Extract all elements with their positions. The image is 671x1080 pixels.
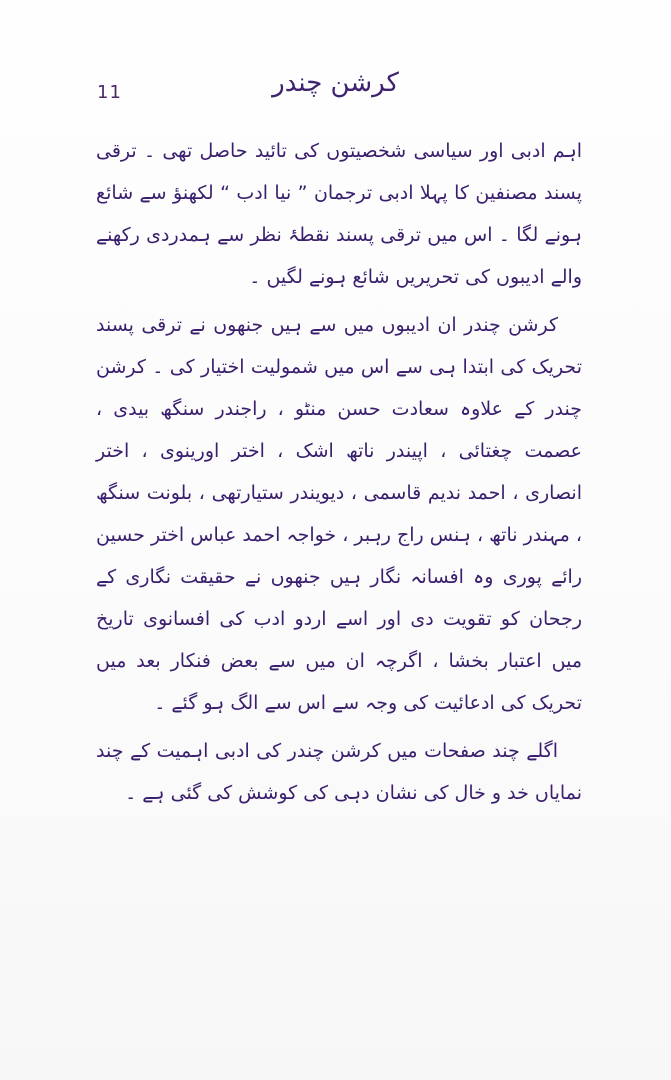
paragraph-3: اگلے چند صفحات میں کرشن چندر کی ادبی اہمیت کے چند نمایاں خد و خال کی نشان دہی کی کوشش کی گئی ہے ۔ (96, 740, 582, 804)
page-number: 11 (97, 82, 122, 103)
body-text (96, 130, 582, 820)
paragraph-1: اہم ادبی اور سیاسی شخصیتوں کی تائید حاصل تھی ۔ ترقی پسند مصنفین کا پہلا ادبی ترجمان ” نیا ادب “ لکھنؤ سے شائع ہونے لگا ۔ اس میں ترقی پسند نقطۂ نظر سے ہمدردی رکھنے والے ادیبوں کی تحریریں شائع ہونے لگیں ۔ (96, 140, 582, 288)
paragraph-2: کرشن چندر ان ادیبوں میں سے ہیں جنھوں نے ترقی پسند تحریک کی ابتدا ہی سے اس میں شمولیت اختیار کی ۔ کرشن چندر کے علاوہ سعادت حسن منٹو ، راجندر سنگھ بیدی ، عصمت چغتائی ، اپیندر ناتھ اشک ، اختر اورینوی ، اختر انصاری ، احمد ندیم قاسمی ، دیویندر ستیارتھی ، بلونت سنگھ ، مہندر ناتھ ، ہنس راج رہبر ، خواجہ احمد عباس اختر حسین رائے پوری وہ افسانہ نگار ہیں جنھوں نے حقیقت نگاری کے رجحان کو تقویت دی اور اسے اردو ادب کی افسانوی تاریخ میں اعتبار بخشا ، اگرچہ ان میں سے بعض فنکار بعد میں تحریک کی ادعائیت کی وجہ سے اس سے الگ ہو گئے ۔ (96, 314, 582, 714)
running-head: کرشن چندر (272, 68, 399, 98)
